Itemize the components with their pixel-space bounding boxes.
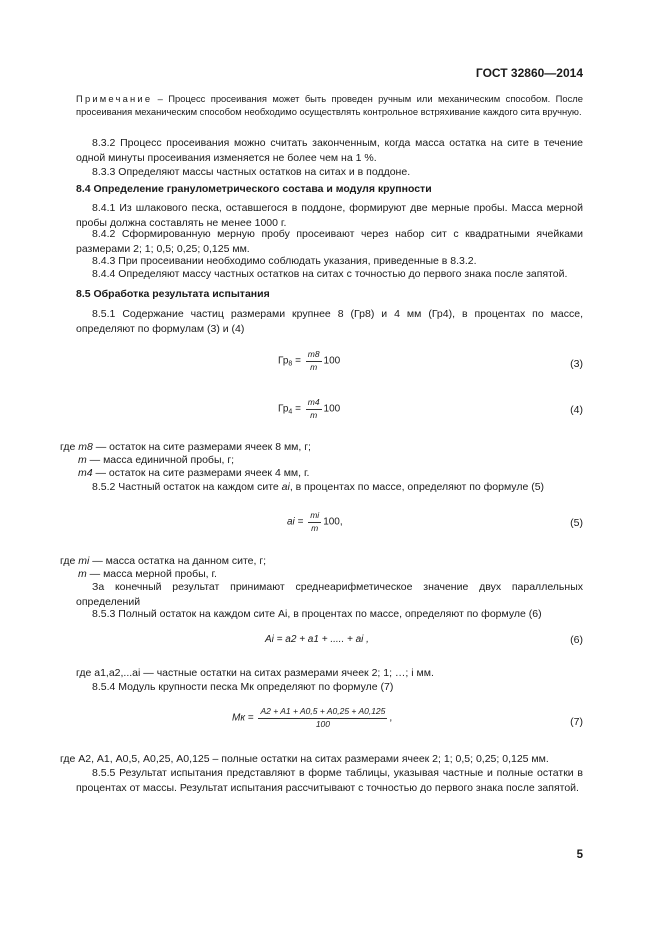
- paragraph-8-5-1: 8.5.1 Содержание частиц размерами крупнее 8 (Гр8) и 4 мм (Гр4), в процентах по массе, определяют по формулам (3) и (4): [76, 308, 583, 335]
- formula-5-number: (5): [570, 517, 583, 529]
- formula-3: $Гр_8$ = $\frac{m8}{m}$ 100: [278, 349, 341, 372]
- where-line-m-2: m — масса мерной пробы, г.: [78, 568, 217, 580]
- formula-4-number: (4): [570, 404, 583, 416]
- page-number: 5: [576, 849, 583, 861]
- paragraph-8-5-2: 8.5.2 Частный остаток на каждом сите ai, в процентах по массе, определяют по формуле (5): [92, 481, 545, 493]
- formula-4: $Гр_4$ = $\frac{m4}{m}$ 100: [278, 397, 341, 420]
- where-line-m8: где m8 — остаток на сите размерами ячеек 8 мм, г;: [60, 441, 311, 453]
- paragraph-8-3-2: 8.3.2 Процесс просеивания можно считать законченным, когда масса остатка на сите в течение одной минуты просеивания изменяется не более чем на 1 %.: [76, 137, 583, 164]
- paragraph-8-4-4: 8.4.4 Определяют массу частных остатков на ситах с точностью до первого знака после запятой.: [92, 268, 568, 280]
- paragraph-8-4-3: 8.4.3 При просеивании необходимо соблюдать указания, приведенные в 8.3.2.: [92, 255, 477, 267]
- formula-3-number: (3): [570, 358, 583, 370]
- note-text: – Процесс просеивания может быть проведен ручным или механическим способом. После просеивания механическим способом необходимо осуществлять контрольное встряхивание каждого сита вручную.: [76, 93, 583, 117]
- note-label: Примечание: [76, 93, 153, 104]
- where-line-mi: где mi — масса остатка на данном сите, г;: [60, 555, 267, 567]
- paragraph-8-5-5: 8.5.5 Результат испытания представляют в форме таблицы, указывая частные и полные остатки в процентах от массы. Результат испытания рассчитывают с точностью до первого знака после запятой.: [76, 767, 583, 794]
- where-line-m4: m4 — остаток на сите размерами ячеек 4 мм, г.: [78, 467, 310, 479]
- formula-6-number: (6): [570, 634, 583, 646]
- heading-8-5: 8.5 Обработка результата испытания: [76, 288, 270, 300]
- heading-8-4: 8.4 Определение гранулометрического состава и модуля крупности: [76, 183, 432, 195]
- formula-5: ai = $\frac{mi}{m}$ 100,: [287, 510, 343, 533]
- paragraph-8-4-1: 8.4.1 Из шлакового песка, оставшегося в поддоне, формируют две мерные пробы. Масса мерной пробы должна составлять не менее 1000 г.: [76, 202, 583, 229]
- formula-7-number: (7): [570, 716, 583, 728]
- paragraph-8-4-2: 8.4.2 Сформированную мерную пробу просеивают через набор сит с квадратными ячейками размерами 2; 1; 0,5; 0,25; 0,125 мм.: [76, 228, 583, 255]
- formula-7: Mк = $\frac{A2 + A1 + A0,5 + A0,25 + A0,125}{100}$ ,: [232, 706, 393, 729]
- paragraph-final-result: За конечный результат принимают среднеарифметическое значение двух параллельных определений: [76, 581, 583, 608]
- formula-6: Аi = a2 + a1 + ..... + ai ,: [265, 634, 369, 645]
- paragraph-8-3-3: 8.3.3 Определяют массы частных остатков на ситах и в поддоне.: [92, 166, 411, 178]
- where-line-m: m — масса единичной пробы, г;: [78, 454, 235, 466]
- where-line-A: где А2, А1, А0,5, А0,25, А0,125 – полные остатки на ситах размерами ячеек 2; 1; 0,5; 0,25; 0,125 мм.: [60, 753, 549, 765]
- note-paragraph: [76, 93, 583, 118]
- paragraph-8-5-4: 8.5.4 Модуль крупности песка Мк определяют по формуле (7): [92, 681, 394, 693]
- where-line-a: где a1,a2,...ai — частные остатки на ситах размерами ячеек 2; 1; …; i мм.: [76, 667, 434, 679]
- paragraph-8-5-3: 8.5.3 Полный остаток на каждом сите Аi, в процентах по массе, определяют по формуле (6): [92, 608, 542, 620]
- standard-header: ГОСТ 32860—2014: [475, 66, 583, 80]
